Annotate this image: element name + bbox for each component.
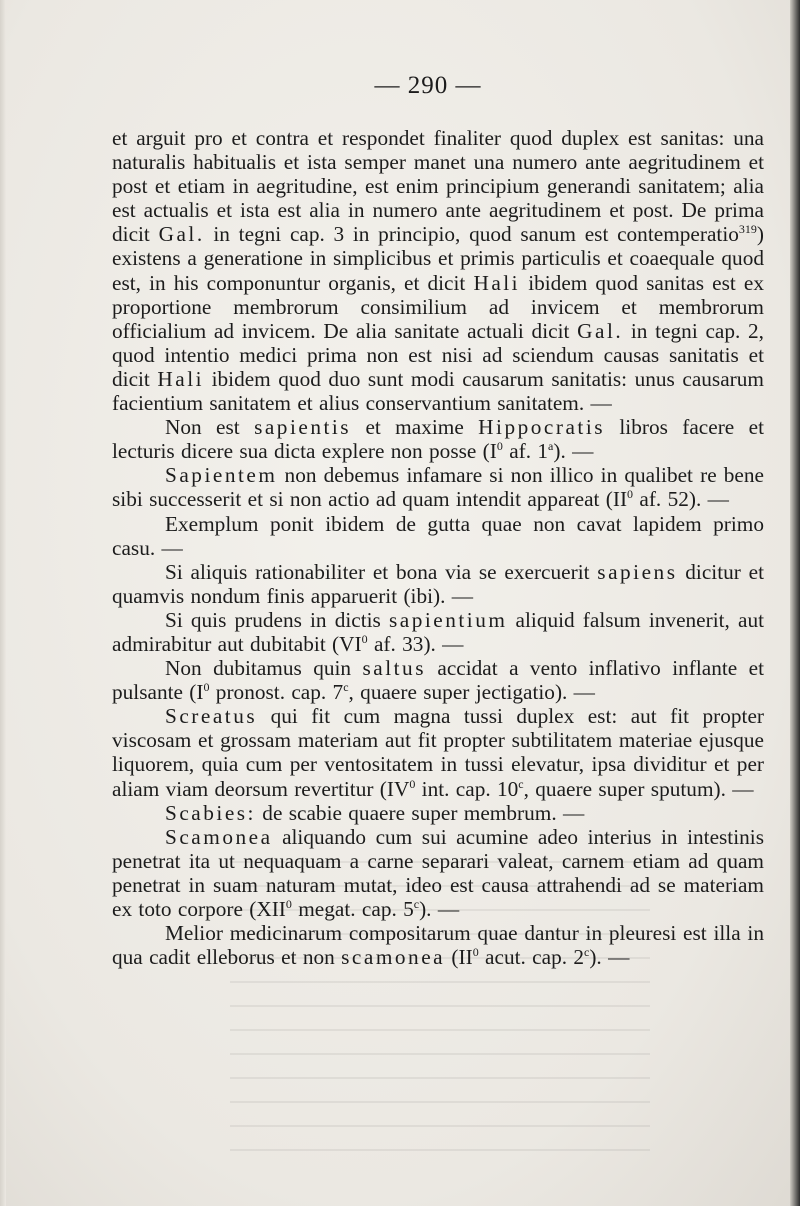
spaced-emphasis: Screatus xyxy=(165,704,258,729)
superscript: c xyxy=(413,897,420,911)
text-run: libros facere et lecturis dicere sua dicta explere non posse (I xyxy=(112,415,764,464)
spaced-emphasis: sapiens xyxy=(597,559,678,584)
spaced-emphasis: Hali xyxy=(157,366,205,391)
text-run: et maxime xyxy=(351,415,479,440)
reverse-side-bleed-through xyxy=(230,851,650,1151)
spaced-emphasis: Gal. xyxy=(577,318,624,343)
text-run: int. cap. 10 xyxy=(415,776,519,801)
spaced-emphasis: Gal. xyxy=(158,222,205,247)
page-number: — 290 — xyxy=(374,72,482,99)
text-run: Non est xyxy=(165,415,255,440)
paragraph xyxy=(112,512,764,560)
superscript: a xyxy=(548,439,554,454)
text-run: ibidem quod duo sunt modi causarum sanitatis: unus causarum facientium sanitatem et alius conservantium sanitatem. — xyxy=(112,366,764,416)
superscript: 0 xyxy=(627,487,634,502)
spaced-emphasis: scamonea xyxy=(341,945,446,970)
paragraph xyxy=(112,463,764,511)
spaced-emphasis: sapientium xyxy=(388,607,508,632)
page-left-edge xyxy=(0,0,6,1206)
superscript: 319 xyxy=(738,222,757,237)
text-run: ibidem quod sanitas est ex proportione membrorum consimilium ad invicem et membrorum officialium ad invicem. De alia sanitate actuali dicit xyxy=(112,270,765,343)
superscript: 0 xyxy=(361,631,368,646)
text-run: Exemplum ponit ibidem de gutta quae non cavat lapidem primo casu. — xyxy=(112,511,764,560)
spaced-emphasis: Scabies: xyxy=(165,800,256,825)
text-run: dicitur et quamvis nondum finis apparuerit (ibi). — xyxy=(112,559,764,608)
superscript: 0 xyxy=(203,680,210,695)
text-run: , quaere super jectigatio). — xyxy=(348,680,595,705)
text-run: in tegni cap. 2, quod intentio medici prima non est nisi ad sciendum causas sanitatis et dicit xyxy=(112,318,764,391)
text-run: aliquid falsum invenerit, aut admirabitur aut dubitabit (VI xyxy=(112,607,765,656)
superscript: c xyxy=(343,680,349,695)
text-run: aliquando cum sui acumine adeo interius in intestinis penetrat ita ut nequaquam a carne separari valeat, carnem etiam ad quam penetrat in suam naturam mutat, ideo est causa attrahendi ad se materiam ex toto corpore (XII xyxy=(112,824,764,921)
paragraph xyxy=(112,126,764,415)
superscript: 0 xyxy=(496,439,503,454)
text-run: ). — xyxy=(589,945,630,970)
text-run: af. 52). — xyxy=(633,487,729,512)
superscript: c xyxy=(518,776,524,791)
spaced-emphasis: sapientis xyxy=(254,415,352,440)
spaced-emphasis: saltus xyxy=(362,656,426,681)
spaced-emphasis: Hippocratis xyxy=(478,415,606,440)
text-run: et arguit pro et contra et respondet finaliter quod duplex est sanitas: una naturalis habitualis et ista semper manet una numero ante aegritudinem et post et etiam in aegritudine, est enim principium generandi sanitatem; alia est actualis et ista est alia in numero ante aegritudinem et post. De prima dicit xyxy=(112,126,764,247)
spaced-emphasis: Scamonea xyxy=(165,824,273,849)
text-run: Si quis prudens in dictis xyxy=(165,607,389,632)
paragraph xyxy=(112,656,764,704)
text-run: non debemus infamare si non illico in qualibet re bene sibi successerit et si non actio ad quam intendit appareat (II xyxy=(112,463,764,512)
text-run: ) existens a generatione in simplicibus et primis particulis et coaequale quod est, in his componuntur organis, et dicit xyxy=(112,222,764,295)
text-run: acut. cap. 2 xyxy=(478,945,585,970)
text-run: ). — xyxy=(553,439,594,464)
text-run: in tegni cap. 3 in principio, quod sanum est contemperatio xyxy=(204,222,739,247)
text-run: accidat a vento inflativo inflante et pulsante (I xyxy=(112,656,764,705)
text-run: af. 1 xyxy=(502,439,549,464)
text-run: Si aliquis rationabiliter et bona via se exercuerit xyxy=(165,559,598,584)
superscript: 0 xyxy=(472,945,479,960)
text-run: af. 33). — xyxy=(367,631,464,656)
text-run: (II xyxy=(445,945,473,970)
text-run: pronost. cap. 7 xyxy=(209,680,344,705)
text-run: megat. cap. 5 xyxy=(291,897,414,921)
spaced-emphasis: Hali xyxy=(473,270,521,295)
body-text xyxy=(112,126,764,969)
paragraph xyxy=(112,704,764,800)
superscript: 0 xyxy=(409,776,416,791)
text-run: Non dubitamus quin xyxy=(165,656,363,681)
text-run: , quaere super sputum). — xyxy=(523,776,754,801)
text-run: de scabie quaere super membrum. — xyxy=(255,800,585,825)
text-run: qui fit cum magna tussi duplex est: aut fit propter viscosam et grossam materiam aut fit propter subtilitatem materiae ejusque liquorem, quia cum per ventositatem in tussi elevatur, ipsa dividitur et per aliam viam deorsum revertitur (IV xyxy=(112,704,764,801)
superscript: c xyxy=(584,945,590,960)
page-right-edge-shadow xyxy=(790,0,800,1206)
paragraph xyxy=(112,801,764,825)
paragraph xyxy=(112,608,764,656)
paragraph xyxy=(112,560,764,608)
superscript: 0 xyxy=(285,897,292,911)
text-run: Melior medicinarum compositarum quae dantur in pleuresi est illa in qua cadit elleborus et non xyxy=(112,921,764,970)
spaced-emphasis: Sapientem xyxy=(165,463,278,488)
text-run: ). — xyxy=(419,897,460,921)
paragraph xyxy=(112,415,764,463)
